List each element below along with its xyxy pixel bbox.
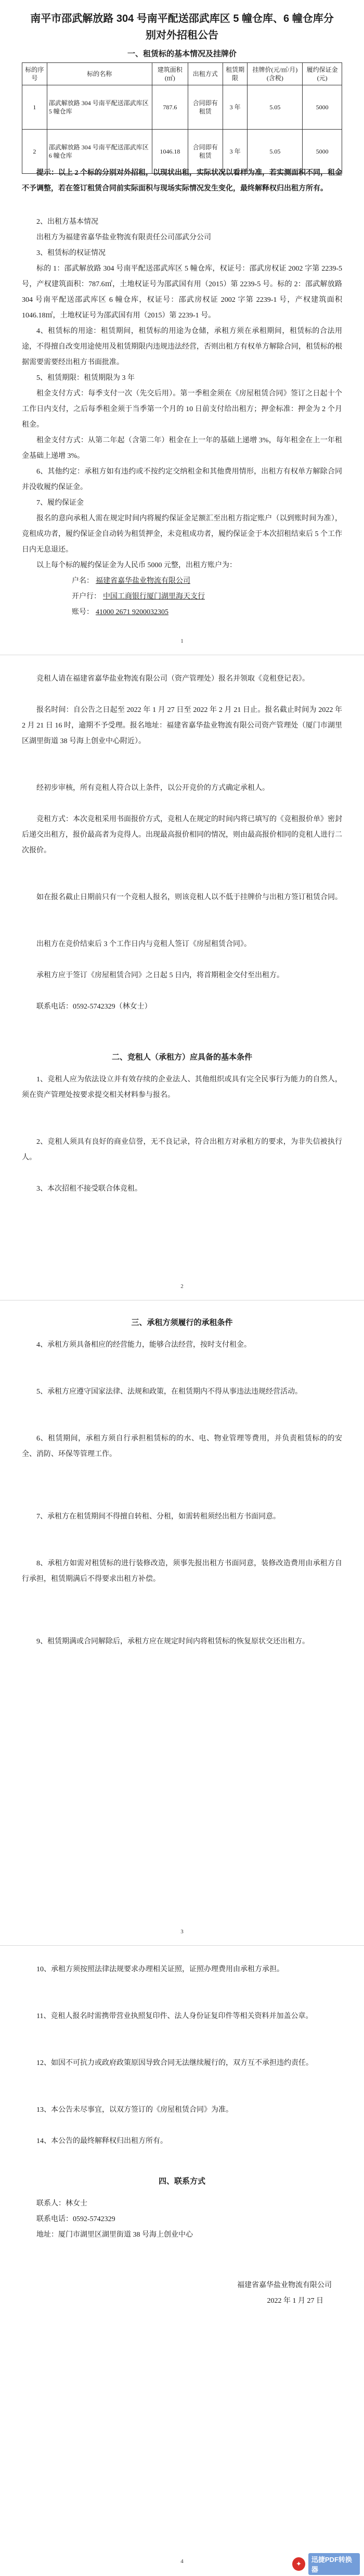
paragraph-heading: 3、租赁标的权证情况 [36,249,106,257]
table-cell: 合同即有租赁 [188,130,223,174]
page-3 [22,1301,342,1946]
table-row [22,85,342,130]
paragraph: 8、承租方如需对租赁标的进行装修改造，须事先报出租方书面同意，装修改造费用由承租方自行承担，租赁期满后不得要求出租方补偿。 [22,1560,342,1583]
table-header: 建筑面积(㎡) [152,63,188,85]
account-bank-row [72,589,205,605]
paragraph: 9、租赁期满或合同解除后，承租方应在规定时间内将租赁标的恢复原状交还出租方。 [36,1638,309,1646]
page-divider [0,1945,364,1946]
bid-table [22,62,342,174]
paragraph: 4、租赁标的用途：租赁期间，租赁标的用途为仓储，承租方须在承租期间，租赁标的合法用途，不得擅自改变用途使用及租赁期限内违规违法经营，否则出租方有权单方解除合同，租赁标的根据需要需要经出租方书面批准。 [22,327,342,366]
section-heading: 三、承租方须履行的承租条件 [131,1318,233,1327]
paragraph: 1、竞租人应为依法设立并有效存续的企业法人、其他组织或具有完全民事行为能力的自然人，须在资产管理处按要求提交相关材料参与报名。 [22,1076,342,1099]
table-cell: 3 年 [223,85,248,130]
table-cell: 5.05 [248,85,303,130]
table-cell: 3 年 [223,130,248,174]
paragraph: 14、本公告的最终解释权归出租方所有。 [36,2137,167,2145]
section-heading: 一、租赁标的基本情况及挂牌价 [127,49,237,58]
pdf-logo-icon: ✦ [292,2557,305,2571]
table-header: 标的名称 [47,63,152,85]
account-name-row [72,573,190,589]
table-cell: 5000 [303,130,342,174]
paragraph: 7、承租方在租赁期间不得擅自转租、分租，如需转租须经出租方书面同意。 [36,1513,280,1521]
table-header: 挂牌价(元/㎡/月)(含税) [248,63,303,85]
table-cell: 5000 [303,85,342,130]
paragraph: 租金支付方式：从第二年起（含第二年）租金在上一年的基础上递增 3%，每年租金在上一年租金基础上递增 3%。 [22,437,342,460]
paragraph: 4、承租方须具备相应的经营能力，能够合法经营，按时支付租金。 [36,1341,251,1349]
paragraph: 经初步审核，所有竞租人符合以上条件，以公开竞价的方式确定承租人。 [36,784,269,792]
paragraph: 竞租方式：本次竞租采用书面报价方式，竞租人在规定的时间内将已填写的《竞租报价单》密封后递交出租方，报价最高者为竞得人。出现最高报价相同的情况，则由最高报价相同的竞租人进行二次报价。 [22,815,342,855]
paragraph-heading: 7、履约保证金 [36,499,84,507]
paragraph: 标的 1：邵武解放路 304 号南平配送邵武库区 5 幢仓库，权证号：邵武房权证 2002 字第 2239-5 号，产权建筑面积：787.6㎡，土地权证号为邵武国有用（2015）第 2239-5 号。标的 2：邵武解放路 304 号南平配送邵武库区 6 幢仓库，权证号：邵武房权证 2002 字第 2239-1 号，产权建筑面积 1046.18㎡，土地权证号为邵武国有用（2015）第 2239-1 号。 [22,265,342,320]
account-bank-value: 中国工商银行厦门湖里海天支行 [103,593,205,601]
paragraph: 13、本公告未尽事宜，以双方签订的《房屋租赁合同》为准。 [36,2106,233,2114]
paragraph-heading: 2、出租方基本情况 [36,218,98,226]
page-number: 2 [180,1283,184,1290]
table-cell: 2 [22,130,47,174]
watermark-badge [292,2556,360,2572]
account-number-row [72,605,168,620]
paragraph: 承租方应于签订《房屋租赁合同》之日起 5 日内，将首期租金交付至出租方。 [36,972,284,979]
account-name-label: 户名： [72,577,94,585]
table-header: 履约保证金(元) [303,63,342,85]
page-2 [22,656,342,1301]
page-number: 3 [180,1929,184,1935]
table-header: 租赁期限 [223,63,248,85]
page-title: 南平市邵武解放路 304 号南平配送邵武库区 5 幢仓库、6 幢仓库分别对外招租公告 [30,13,334,41]
paragraph: 2、竞租人须具有良好的商业信誉，无不良记录，符合出租方对承租方的要求，为非失信被执行人。 [22,1138,342,1162]
paragraph: 6、其他约定：承租方如有违约或不按约定交纳租金和其他费用情形，出租方有权单方解除合同并没收履约保证金。 [22,468,342,491]
section-heading: 二、竞租人（承租方）应具备的基本条件 [111,1053,252,1062]
paragraph: 如在报名截止日期前只有一个竞租人报名，则该竞租人以不低于挂牌价与出租方签订租赁合同。 [36,894,342,901]
account-number-value: 41000 2671 9200032305 [96,608,168,616]
contact-line: 地址：厦门市湖里区湖里街道 38 号海上创业中心 [36,2231,193,2239]
account-name-value: 福建省嘉华盐业物流有限公司 [96,577,190,585]
account-number-label: 账号： [72,608,94,616]
paragraph: 以上每个标的履约保证金为人民币 5000 元整，出租方账户为： [36,562,237,569]
contact-line: 联系人：林女士 [36,2200,87,2208]
paragraph: 5、承租方应遵守国家法律、法规和政策，在租赁期内不得从事违法违规经营活动。 [36,1388,302,1396]
paragraph: 5、租赁期限：租赁期限为 3 年 [36,374,135,382]
table-header-row [22,63,342,85]
section-heading: 四、联系方式 [158,2177,205,2186]
table-cell: 787.6 [152,85,188,130]
paragraph: 报名时间：自公告之日起至 2022 年 1 月 27 日至 2022 年 2 月 21 日止。报名截止时间为 2022 年 2 月 21 日 16 时，逾期不予受理。报名地址：福建省嘉华盐业物流有限公司资产管理处（厦门市湖里区湖里街道 38 号海上创业中心附近）。 [22,706,342,745]
signature-date: 2022 年 1 月 27 日 [267,2297,323,2305]
page-number: 1 [180,638,184,644]
paragraph: 10、承租方须按照法律法规要求办理相关证照，证照办理费用由承租方承担。 [36,1966,284,1973]
table-cell: 5.05 [248,130,303,174]
paragraph: 报名的意向承租人需在规定时间内将履约保证金足额汇至出租方指定账户（以到账时间为准），竞租成功者，履约保证金自动转为租赁押金，未竞租成功者，履约保证金于本次招租结束后 5 个工作日内无息退还。 [22,515,342,554]
table-cell: 1 [22,85,47,130]
paragraph: 出租方为福建省嘉华盐业物流有限责任公司邵武分公司 [36,234,211,241]
watermark-text: 迅捷PDF转换器 [308,2553,360,2575]
paragraph: 出租方在竞价结束后 3 个工作日内与竞租人签订《房屋租赁合同》。 [36,940,251,948]
table-cell: 1046.18 [152,130,188,174]
table-cell: 合同即有租赁 [188,85,223,130]
page-1 [22,0,342,656]
account-bank-label: 开户行： [72,593,101,601]
page-number: 4 [180,2558,184,2565]
paragraph: 联系电话：0592-5742329（林女士） [36,1003,152,1011]
paragraph: 11、竞租人报名时需携带营业执照复印件、法人身份证复印件等相关资料并加盖公章。 [36,2012,313,2020]
tip-paragraph: 提示：以上 2 个标的分别对外招租，以现状出租，实际状况以看样为准，若实测面积不同，租金不予调整，若在签订租赁合同前实际面积与现场实际情况发生变化，最终解释权归出租方所有。 [22,169,342,193]
table-cell: 邵武解放路 304 号南平配送邵武库区 6 幢仓库 [47,130,152,174]
page-4 [22,1946,342,2576]
paragraph: 租金支付方式：每季支付一次（先交后用）。第一季租金须在《房屋租赁合同》签订之日起十个工作日内支付，之后每季租金须于当季第一个月的 10 日前支付给出租方；押金标准：押金为 2 个月租金。 [22,390,342,429]
signature-company: 福建省嘉华盐业物流有限公司 [237,2281,332,2289]
paragraph: 12、如因不可抗力或政府政策原因导致合同无法继续履行的，双方互不承担违约责任。 [36,2059,313,2067]
contact-line: 联系电话：0592-5742329 [36,2215,115,2223]
paragraph: 3、本次招租不接受联合体竞租。 [36,1185,142,1193]
table-header: 标的序号 [22,63,47,85]
table-header: 出租方式 [188,63,223,85]
paragraph: 6、租赁期间，承租方须自行承担租赁标的的水、电、物业管理等费用，并负责租赁标的的安全、消防、环保等管理工作。 [22,1435,342,1458]
table-cell: 邵武解放路 304 号南平配送邵武库区 5 幢仓库 [47,85,152,130]
paragraph: 竞租人请在福建省嘉华盐业物流有限公司（资产管理处）报名并领取《竞租登记表》。 [36,675,309,683]
